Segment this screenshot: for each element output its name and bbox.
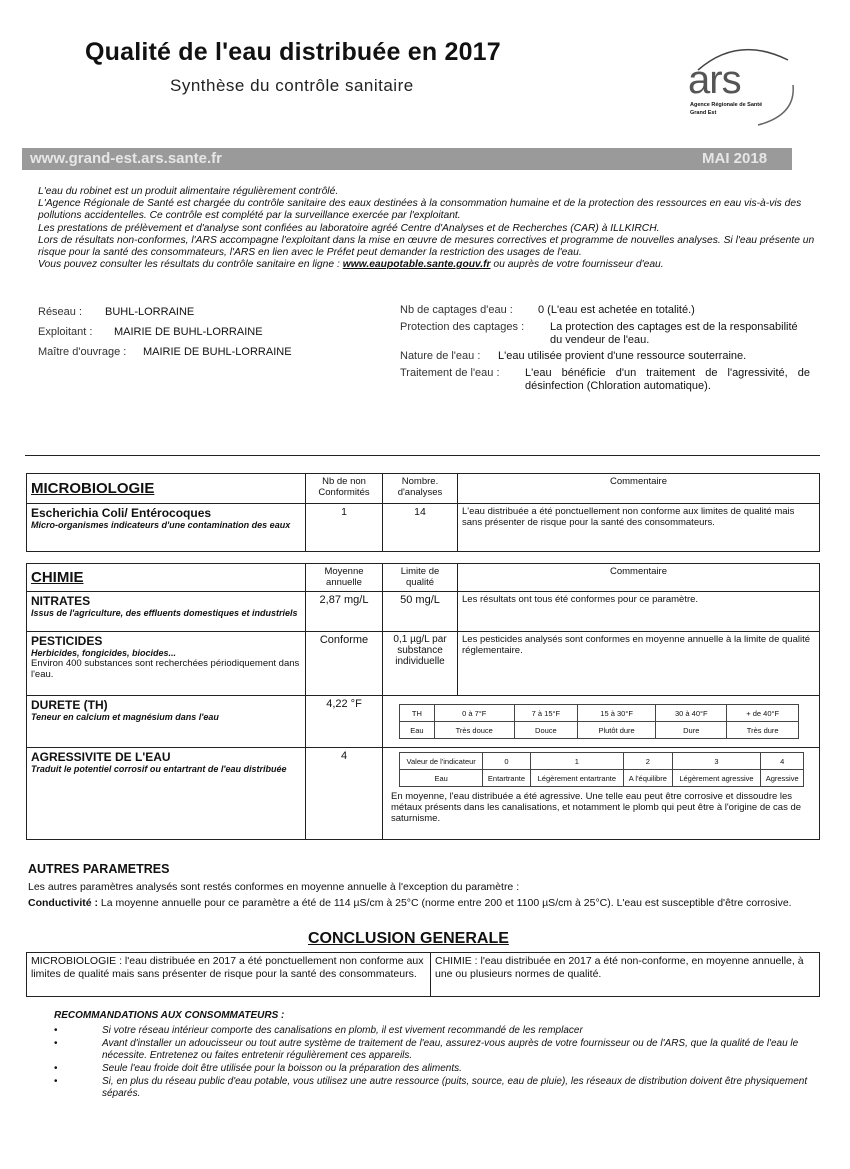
page-subtitle: Synthèse du contrôle sanitaire — [170, 76, 414, 95]
chimie-table — [26, 563, 820, 840]
reseau-value: BUHL-LORRAINE — [105, 306, 195, 318]
chimie-col-comment: Commentaire — [458, 564, 820, 592]
intro-text — [38, 186, 818, 271]
intro-p2: L'Agence Régionale de Santé est chargée du contrôle sanitaire des eaux destinées à la consommation humaine et de la protection des ressources en eau vis-à-vis des pollutions accidentelles. Ce contrôle est complété par la surveillance exercée par l'exploitant. — [38, 198, 802, 222]
microbiologie-table — [26, 473, 820, 552]
ars-logo-mark: ars — [688, 58, 741, 102]
durete-sub: Teneur en calcium et magnésium dans l'eau — [31, 712, 219, 722]
exploitant-value: MAIRIE DE BUHL-LORRAINE — [114, 326, 263, 338]
section-divider — [25, 455, 820, 456]
agressivite-scale — [399, 752, 804, 787]
micro-n: 14 — [383, 504, 458, 552]
durete-scale-cell-value: Très dure — [727, 722, 799, 739]
durete-cell — [27, 696, 306, 748]
exploitant-label: Exploitant : — [38, 326, 93, 338]
micro-col-comment: Commentaire — [458, 474, 820, 504]
ars-logo — [678, 40, 803, 130]
agressivite-sub: Traduit le potentiel corrosif ou entartrant de l'eau distribuée — [31, 764, 287, 774]
intro-p3: Les prestations de prélèvement et d'analyse sont confiées au laboratoire agréé Centre d'Analyses et de Recherches (CAR) à ILLKIRCH. — [38, 222, 660, 234]
nitrates-name: NITRATES — [31, 594, 91, 608]
agressivite-scale-head: 3 — [672, 753, 761, 770]
agressivite-cell — [27, 748, 306, 840]
durete-avg: 4,22 °F — [306, 696, 383, 748]
intro-p5-before: Vous pouvez consulter les résultats du contrôle sanitaire en ligne : — [38, 259, 343, 271]
maitre-ouvrage-label: Maître d'ouvrage : — [38, 346, 127, 358]
durete-scale-cell-value: Douce — [514, 722, 577, 739]
maitre-ouvrage-value: MAIRIE DE BUHL-LORRAINE — [143, 346, 292, 358]
micro-param-cell — [27, 504, 306, 552]
agressivite-avg: 4 — [306, 748, 383, 840]
captages-value: 0 (L'eau est achetée en totalité.) — [538, 304, 695, 316]
ars-logo-line2: Grand Est — [690, 110, 717, 116]
nature-value: L'eau utilisée provient d'une ressource souterraine. — [498, 350, 747, 362]
nitrates-comment: Les résultats ont tous été conformes pour ce paramètre. — [458, 592, 820, 632]
durete-scale — [399, 704, 799, 739]
list-item: • Si votre réseau intérieur comporte des canalisations en plomb, il est vivement recommandé de les remplacer — [50, 1025, 810, 1037]
conductivite-label: Conductivité : — [28, 897, 98, 909]
micro-nc: 1 — [306, 504, 383, 552]
agressivite-scale-cell-value: Légèrement agressive — [672, 770, 761, 787]
durete-scale-cell-value: Eau — [400, 722, 435, 739]
pesticides-comment: Les pesticides analysés sont conformes en moyenne annuelle à la limite de qualité réglementaire. — [458, 632, 820, 696]
durete-scale-cell-value: Plutôt dure — [578, 722, 656, 739]
nitrates-limit: 50 mg/L — [383, 592, 458, 632]
conclusion-table — [26, 952, 820, 997]
pesticides-sub: Herbicides, fongicides, biocides... — [31, 648, 177, 658]
reseau-label: Réseau : — [38, 306, 83, 318]
agressivite-scale-head: 4 — [761, 753, 804, 770]
header-banner — [22, 148, 792, 170]
micro-title: MICROBIOLOGIE — [31, 480, 155, 497]
durete-name: DURETE (TH) — [31, 698, 108, 712]
list-item: • Avant d'installer un adoucisseur ou tout autre système de traitement de l'eau, assurez-vous auprès de votre fournisseur ou de l'ARS, que la qualité de l'eau le nécessite. Entretenez ou faites entretenir régulièrement ces appareils. — [50, 1038, 810, 1062]
chimie-col-avg: Moyenne annuelle — [306, 564, 383, 592]
protection-label: Protection des captages : — [400, 321, 525, 333]
list-item: • Seule l'eau froide doit être utilisée pour la boisson ou la préparation des aliments. — [50, 1063, 810, 1075]
traitement-value: L'eau bénéficie d'un traitement de l'agressivité, de désinfection (Chloration automatique). — [525, 367, 810, 392]
micro-col-nc: Nb de non Conformités — [306, 474, 383, 504]
autres-title: AUTRES PARAMETRES — [28, 862, 170, 876]
conclusion-micro: MICROBIOLOGIE : l'eau distribuée en 2017 a été ponctuellement non conforme aux limites de qualité mais sans présenter de risque pour la santé des consommateurs. — [27, 953, 431, 997]
eaupotable-link[interactable]: www.eaupotable.sante.gouv.fr — [342, 259, 491, 271]
agressivite-scale-head: 0 — [483, 753, 530, 770]
agressivite-scale-cell-value: Eau — [400, 770, 483, 787]
agressivite-comment: En moyenne, l'eau distribuée a été agressive. Une telle eau peut être corrosive et dissoudre les métaux présents dans les canalisations, et notamment le plomb qui peut être à l'origine de cas de saturnisme. — [391, 791, 802, 824]
pesticides-sub2: Environ 400 substances sont recherchées périodiquement dans l'eau. — [31, 658, 300, 680]
captages-label: Nb de captages d'eau : — [400, 304, 513, 316]
micro-param: Escherichia Coli/ Entérocoques — [31, 506, 212, 520]
intro-p5-after: ou auprès de votre fournisseur d'eau. — [490, 259, 664, 271]
agressivite-scale-cell-value: Entartrante — [483, 770, 530, 787]
pesticides-name: PESTICIDES — [31, 634, 103, 648]
conclusion-chimie: CHIMIE : l'eau distribuée en 2017 a été non-conforme, en moyenne annuelle, à une ou plusieurs normes de qualité. — [431, 953, 820, 997]
agressivite-scale-head: Valeur de l'indicateur — [400, 753, 483, 770]
intro-p1: L'eau du robinet est un produit alimentaire régulièrement contrôlé. — [38, 186, 339, 197]
micro-col-n: Nombre. d'analyses — [383, 474, 458, 504]
agressivite-name: AGRESSIVITE DE L'EAU — [31, 750, 171, 764]
chimie-title: CHIMIE — [31, 569, 84, 586]
durete-scale-cell — [383, 696, 820, 748]
conductivite-text: La moyenne annuelle pour ce paramètre a été de 114 µS/cm à 25°C (norme entre 200 et 1100 µS/cm à 25°C). L'eau est susceptible d'être corrosive. — [100, 897, 792, 909]
durete-scale-head: TH — [400, 705, 435, 722]
nitrates-avg: 2,87 mg/L — [306, 592, 383, 632]
agressivite-scale-cell-value: Légèrement entartrante — [530, 770, 624, 787]
durete-scale-head: 30 à 40°F — [656, 705, 727, 722]
chimie-col-limit: Limite de qualité — [383, 564, 458, 592]
nitrates-cell — [27, 592, 306, 632]
pesticides-cell — [27, 632, 306, 696]
recommandations-title: RECOMMANDATIONS AUX CONSOMMATEURS : — [54, 1010, 285, 1021]
autres-text: Les autres paramètres analysés sont restés conformes en moyenne annuelle à l'exception du paramètre : — [28, 881, 520, 893]
website-link[interactable]: www.grand-est.ars.sante.fr — [30, 150, 222, 167]
micro-param-sub: Micro-organismes indicateurs d'une contamination des eaux — [31, 520, 291, 530]
durete-scale-head: 7 à 15°F — [514, 705, 577, 722]
nitrates-sub: Issus de l'agriculture, des effluents domestiques et industriels — [31, 608, 298, 618]
nature-label: Nature de l'eau : — [400, 350, 481, 362]
pesticides-limit: 0,1 µg/L par substance individuelle — [383, 632, 458, 696]
agressivite-scale-head: 1 — [530, 753, 624, 770]
ars-logo-line1: Agence Régionale de Santé — [690, 102, 763, 108]
conclusion-title: CONCLUSION GENERALE — [308, 930, 509, 947]
agressivite-scale-head: 2 — [624, 753, 672, 770]
durete-scale-head: + de 40°F — [727, 705, 799, 722]
agressivite-scale-cell-value: A l'équilibre — [624, 770, 672, 787]
intro-p5 — [38, 259, 818, 271]
durete-scale-head: 0 à 7°F — [434, 705, 514, 722]
conductivite-block — [28, 897, 818, 910]
recommandations — [50, 1010, 810, 1101]
list-item: • Si, en plus du réseau public d'eau potable, vous utilisez une autre ressource (puits, source, eau de pluie), les réseaux de distribution doivent être physiquement séparés. — [50, 1076, 810, 1100]
intro-p4: Lors de résultats non-conformes, l'ARS accompagne l'exploitant dans la mise en œuvre de mesures correctives et programme de nouvelles analyses. Si l'eau présente un risque pour la santé des consommateurs, l'ARS en lien avec le Préfet peut demander la restriction des usages de l'eau. — [38, 234, 815, 259]
durete-scale-head: 15 à 30°F — [578, 705, 656, 722]
pesticides-avg: Conforme — [306, 632, 383, 696]
traitement-label: Traitement de l'eau : — [400, 367, 500, 379]
publication-date: MAI 2018 — [702, 150, 768, 167]
agressivite-scale-cell — [383, 748, 820, 840]
micro-title-cell — [27, 474, 306, 504]
protection-value: La protection des captages est de la responsabilité du vendeur de l'eau. — [550, 321, 798, 346]
micro-comment: L'eau distribuée a été ponctuellement non conforme aux limites de qualité mais sans présenter de risque pour la santé des consommateurs. — [458, 504, 820, 552]
durete-scale-cell-value: Très douce — [434, 722, 514, 739]
chimie-title-cell — [27, 564, 306, 592]
page-title: Qualité de l'eau distribuée en 2017 — [85, 38, 501, 66]
durete-scale-cell-value: Dure — [656, 722, 727, 739]
recommandations-list — [50, 1025, 810, 1100]
agressivite-scale-cell-value: Agressive — [761, 770, 804, 787]
